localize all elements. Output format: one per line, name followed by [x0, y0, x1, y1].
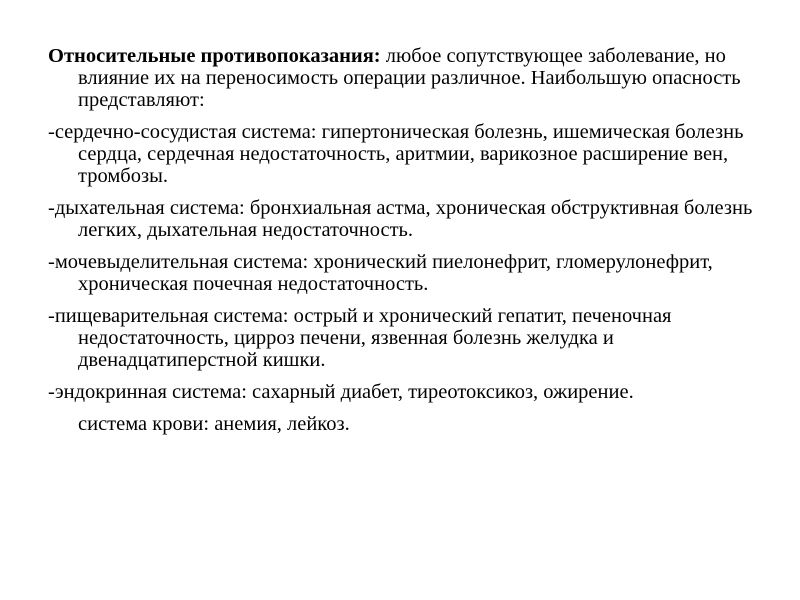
intro-heading: Относительные противопоказания: [48, 45, 381, 67]
list-item-urinary: -мочевыделительная система: хронический пиелонефрит, гломерулонефрит, хроническая почечная недостаточность. [48, 251, 713, 295]
intro-paragraph [48, 45, 770, 111]
slide-text-body [48, 45, 770, 435]
list-item-endocrine: -эндокринная система: сахарный диабет, тиреотоксикоз, ожирение. [48, 381, 634, 403]
list-item-cardiovascular: -сердечно-сосудистая система: гипертоническая болезнь, ишемическая болезнь сердца, сердечная недостаточность, аритмии, варикозное расширение вен, тромбозы. [48, 121, 744, 187]
list-item-digestive: -пищеварительная система: острый и хронический гепатит, печеночная недостаточность, цирроз печени, язвенная болезнь желудка и двенадцатиперстной кишки. [48, 305, 672, 371]
list-item-respiratory: -дыхательная система: бронхиальная астма, хроническая обструктивная болезнь легких, дыхательная недостаточность. [48, 197, 753, 241]
list-item-blood: система крови: анемия, лейкоз. [78, 413, 350, 435]
intro-text: любое сопутствующее заболевание, но влияние их на переносимость операции различное. Наибольшую опасность представляют: [78, 45, 741, 111]
